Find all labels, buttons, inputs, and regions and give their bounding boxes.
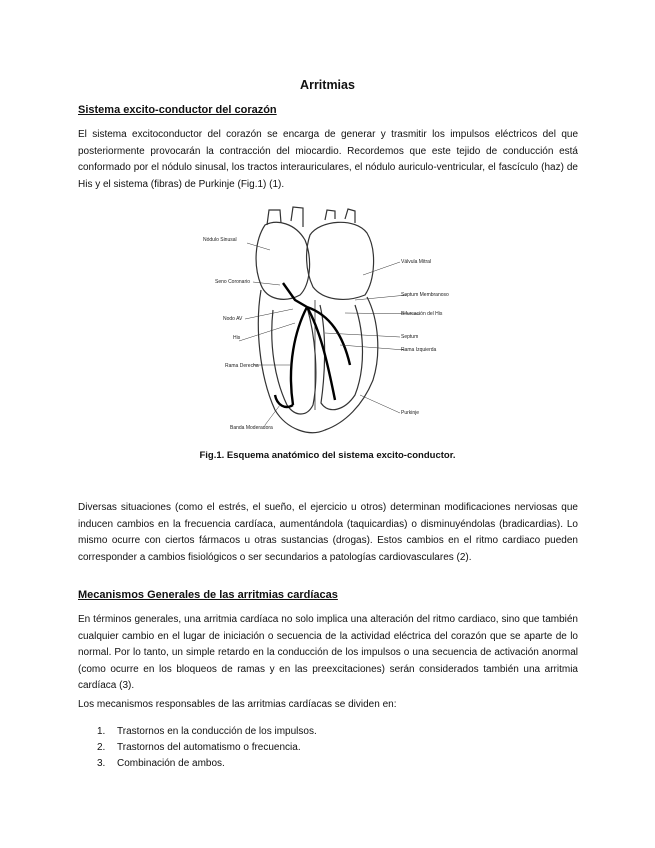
heart-conduction-figure [195, 205, 475, 445]
list-number: 3. [97, 758, 106, 769]
label-seno-coronario: Seno Coronario [215, 279, 251, 285]
page-title: Arritmias [300, 78, 355, 92]
list-item [97, 740, 317, 756]
list-number: 1. [97, 726, 106, 737]
list-item [97, 756, 317, 772]
frequency-paragraph: Diversas situaciones (como el estrés, el sueño, el ejercicio u otros) determinan modificaciones nerviosas que inducen cambios en la frecuencia cardíaca, aumentándola (taquicardias) o disminuyéndolas (bradicardias). Lo mismo ocurre con ciertos fármacos u otras sustancias (drogas). Estos cambios en el ritmo cardiaco pueden corresponder a cambios fisiológicos o ser secundarios a patologías cardiovasculares (2). [78, 502, 578, 563]
label-valvula-mitral: Válvula Mitral [401, 259, 432, 265]
label-bifurcacion-his: Bifurcación del His [401, 311, 443, 317]
list-text: Combinación de ambos. [117, 758, 225, 769]
list-item [97, 724, 317, 740]
label-septum-membranoso: Septum Membranoso [401, 292, 449, 298]
section-heading-mecanismos: Mecanismos Generales de las arritmias cardíacas [78, 589, 338, 601]
list-text: Trastornos del automatismo o frecuencia. [117, 742, 301, 753]
intro-paragraph: El sistema excitoconductor del corazón se encarga de generar y trasmitir los impulsos eléctricos del que posteriormente provocarán la contracción del miocardio. Recordemos que este tejido de conducción está conformado por el nódulo sinusal, los tractos interauriculares, el nódulo auriculo-ventricular, el fascículo (haz) de His y el sistema (fibras) de Purkinje (Fig.1) (1). [78, 129, 578, 190]
mechanisms-list [97, 724, 317, 772]
section-heading-excito-conductor: Sistema excito-conductor del corazón [78, 104, 277, 116]
label-nodo-av: Nodo AV [223, 316, 243, 322]
label-rama-derecha: Rama Derecha [225, 363, 259, 369]
label-septum: Septum [401, 334, 419, 340]
list-number: 2. [97, 742, 106, 753]
mechanisms-paragraph: En términos generales, una arritmia cardíaca no solo implica una alteración del ritmo cardiaco, sino que también cualquier cambio en el lugar de iniciación o secuencia de la actividad eléctrica del corazón que se aparte de lo normal. Por lo tanto, un simple retardo en la conducción de los impulsos o una secuencia de activación anormal (como ocurre en los bloqueos de ramas y en las preexcitaciones) serán considerados también una arritmia cardíaca (3). [78, 614, 578, 691]
label-rama-izquierda: Rama Izquierda [401, 347, 437, 353]
heart-diagram [195, 205, 475, 445]
list-text: Trastornos en la conducción de los impulsos. [117, 726, 317, 737]
label-his: His [233, 335, 241, 341]
mechanisms-intro: Los mecanismos responsables de las arritmias cardíacas se dividen en: [78, 699, 397, 710]
label-banda-moderadora: Banda Moderadora [230, 425, 273, 431]
figure-caption: Fig.1. Esquema anatómico del sistema excito-conductor. [199, 450, 456, 461]
label-nodulo-sinusal: Nódulo Sinusal [203, 237, 237, 243]
label-purkinje: Purkinje [401, 410, 420, 416]
